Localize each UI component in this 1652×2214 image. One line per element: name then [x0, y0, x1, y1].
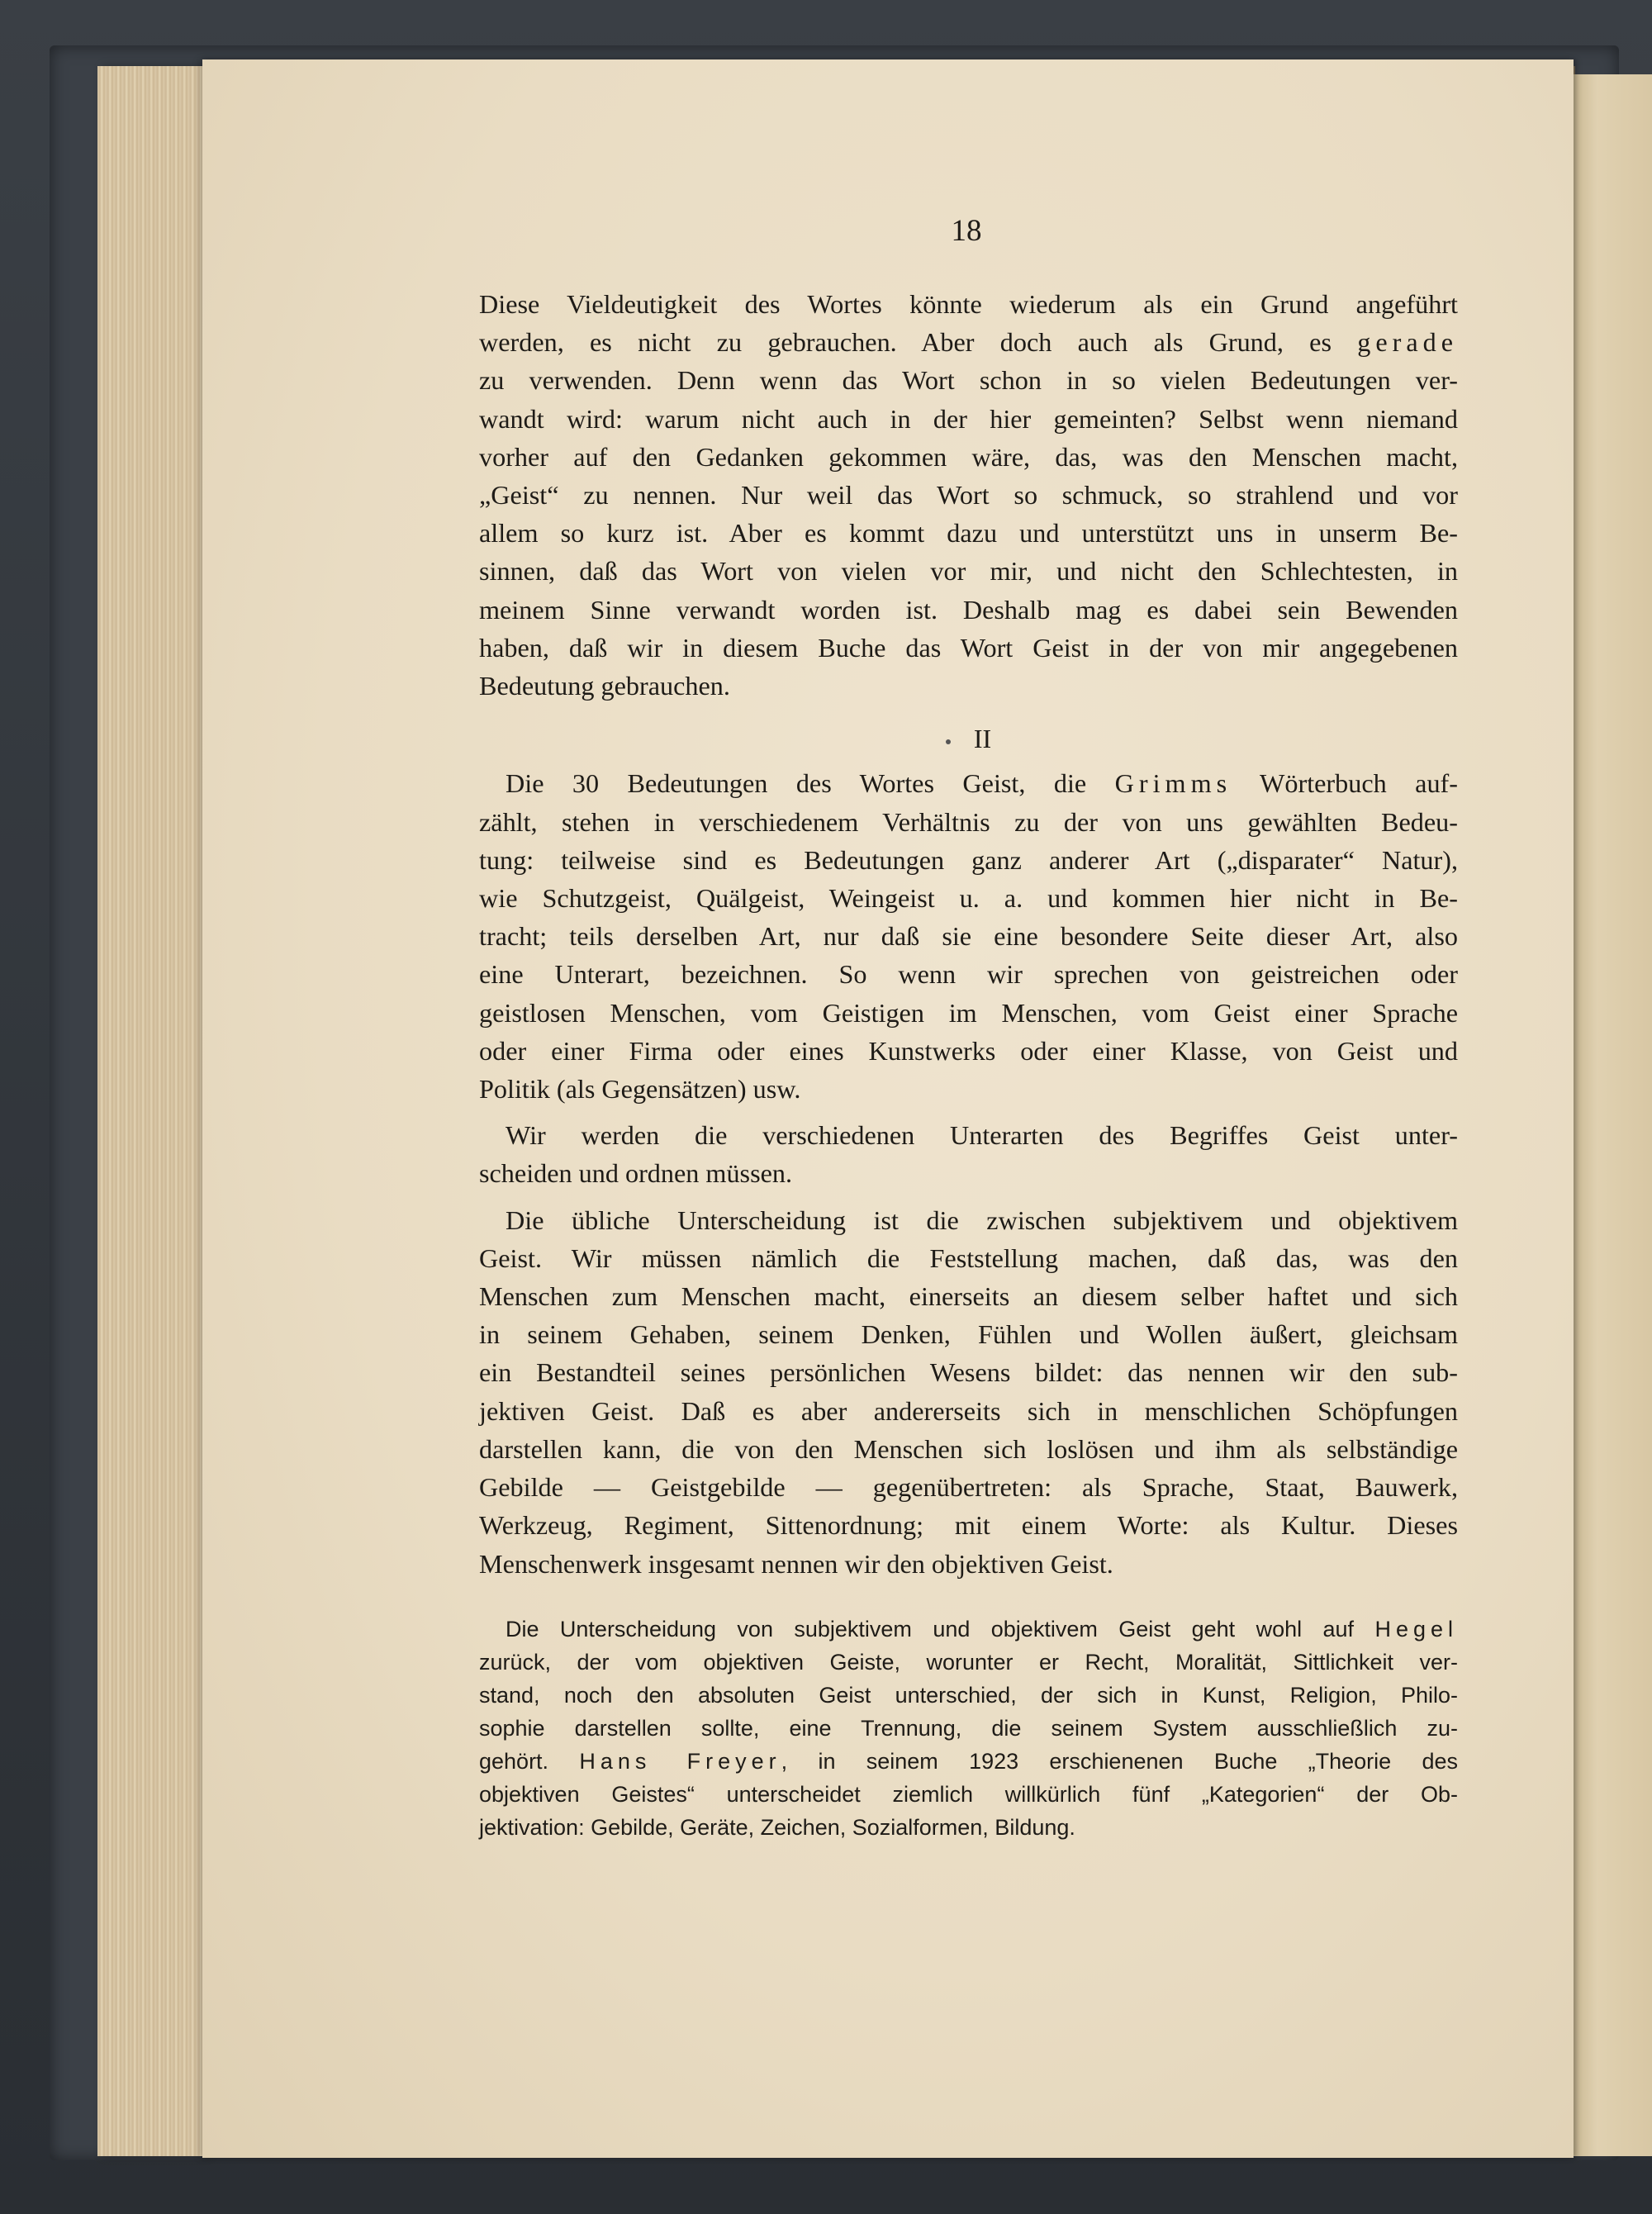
footnote-line: zurück, der vom objektiven Geiste, worunter er Recht, Moralität, Sittlichkeit ver- — [479, 1650, 1458, 1675]
section-numeral: II — [973, 724, 992, 754]
footnote-line: jektivation: Gebilde, Geräte, Zeichen, Sozialformen, Bildung. — [479, 1815, 1075, 1840]
text-line: Geist. Wir müssen nämlich die Feststellung machen, daß das, was den — [479, 1242, 1458, 1273]
footnote-line: gehört. Hans Freyer, in seinem 1923 erschienenen Buche „Theorie des — [479, 1749, 1459, 1774]
text-line: zu verwenden. Denn wenn das Wort schon in so vielen Bedeutungen ver- — [479, 365, 1458, 396]
emphasis-hegel: Hegel — [1374, 1617, 1458, 1641]
footnote-line: Die Unterscheidung von subjektivem und objektivem Geist geht wohl auf Hegel — [506, 1617, 1458, 1641]
text-line: darstellen kann, die von den Menschen sich loslösen und ihm als selbständige — [479, 1433, 1458, 1464]
text-line: Die übliche Unterscheidung ist die zwischen subjektivem und objektivem — [506, 1204, 1458, 1235]
text-line: tung: teilweise sind es Bedeutungen ganz anderer Art („disparater“ Natur), — [479, 844, 1458, 875]
emphasis-gerade: gerade — [1357, 327, 1458, 358]
text-line: werden, es nicht zu gebrauchen. Aber doch auch als Grund, es gerade — [479, 327, 1458, 358]
text-line: Die 30 Bedeutungen des Wortes Geist, die Grimms Wörterbuch auf- — [506, 768, 1458, 799]
page-edges — [97, 66, 205, 2156]
emphasis-hans-freyer: Hans Freyer — [579, 1749, 781, 1774]
text-line: eine Unterart, bezeichnen. So wenn wir sprechen von geistreichen oder — [479, 959, 1458, 990]
text-line: allem so kurz ist. Aber es kommt dazu und unterstützt uns in unserm Be- — [479, 518, 1458, 549]
text-line: wie Schutzgeist, Quälgeist, Weingeist u. a. und kommen hier nicht in Be- — [479, 883, 1458, 914]
text-line: Politik (als Gegensätzen) usw. — [479, 1074, 801, 1105]
footnote-line: sophie darstellen sollte, eine Trennung, die seinem System ausschließlich zu- — [479, 1716, 1458, 1741]
emphasis-grimms: Grimms — [1114, 768, 1232, 799]
text-line: Gebilde — Geistgebilde — gegenübertreten: als Sprache, Staat, Bauwerk, — [479, 1472, 1458, 1503]
text-line: in seinem Gehaben, seinem Denken, Fühlen und Wollen äußert, gleichsam — [479, 1319, 1458, 1350]
text-line: vorher auf den Gedanken gekommen wäre, das, was den Menschen macht, — [479, 441, 1458, 472]
stray-mark — [946, 739, 951, 744]
text-line: oder einer Firma oder eines Kunstwerks oder einer Klasse, von Geist und — [479, 1035, 1458, 1066]
text-line: scheiden und ordnen müssen. — [479, 1158, 793, 1189]
footnote-line: stand, noch den absoluten Geist unterschied, der sich in Kunst, Religion, Philo- — [479, 1683, 1458, 1708]
text-line: jektiven Geist. Daß es aber andererseits sich in menschlichen Schöpfungen — [479, 1395, 1458, 1426]
footnote-line: objektiven Geistes“ unterscheidet ziemlich willkürlich fünf „Kategorien“ der Ob- — [479, 1782, 1458, 1807]
text-line: zählt, stehen in verschiedenem Verhältnis zu der von uns gewählten Bedeu- — [479, 806, 1458, 837]
text-line: haben, daß wir in diesem Buche das Wort Geist in der von mir angegebenen — [479, 632, 1458, 663]
next-page-edge — [1574, 74, 1652, 2156]
paragraph-4 — [479, 1201, 1458, 1583]
text-line: geistlosen Menschen, vom Geistigen im Menschen, vom Geist einer Sprache — [479, 997, 1458, 1028]
text-line: ein Bestandteil seines persönlichen Wesens bildet: das nennen wir den sub- — [479, 1357, 1458, 1388]
footnote — [479, 1613, 1458, 1844]
text-line: wandt wird: warum nicht auch in der hier gemeinten? Selbst wenn niemand — [479, 403, 1458, 434]
text-line: Wir werden die verschiedenen Unterarten des Begriffes Geist unter- — [506, 1120, 1458, 1151]
body-text — [479, 285, 1458, 1583]
text-line: Menschenwerk insgesamt nennen wir den objektiven Geist. — [479, 1548, 1113, 1579]
paragraph-3 — [479, 1116, 1458, 1192]
text-line: tracht; teils derselben Art, nur daß sie eine besondere Seite dieser Art, also — [479, 921, 1458, 952]
page-number: 18 — [951, 214, 982, 248]
text-line: sinnen, daß das Wort von vielen vor mir, und nicht den Schlechtesten, in — [479, 556, 1458, 587]
text-line: Diese Vieldeutigkeit des Wortes könnte wiederum als ein Grund angeführt — [479, 289, 1458, 319]
text-line: „Geist“ zu nennen. Nur weil das Wort so schmuck, so strahlend und vor — [479, 480, 1458, 511]
text-line: Menschen zum Menschen macht, einerseits an diesem selber haftet und sich — [479, 1281, 1458, 1312]
paragraph-1 — [479, 285, 1458, 705]
text-line: meinem Sinne verwandt worden ist. Deshalb mag es dabei sein Bewenden — [479, 594, 1458, 625]
paragraph-2 — [479, 764, 1458, 1108]
section-heading — [479, 720, 1458, 758]
text-line: Bedeutung gebrauchen. — [479, 671, 730, 701]
text-line: Werkzeug, Regiment, Sittenordnung; mit einem Worte: als Kultur. Dieses — [479, 1510, 1458, 1541]
